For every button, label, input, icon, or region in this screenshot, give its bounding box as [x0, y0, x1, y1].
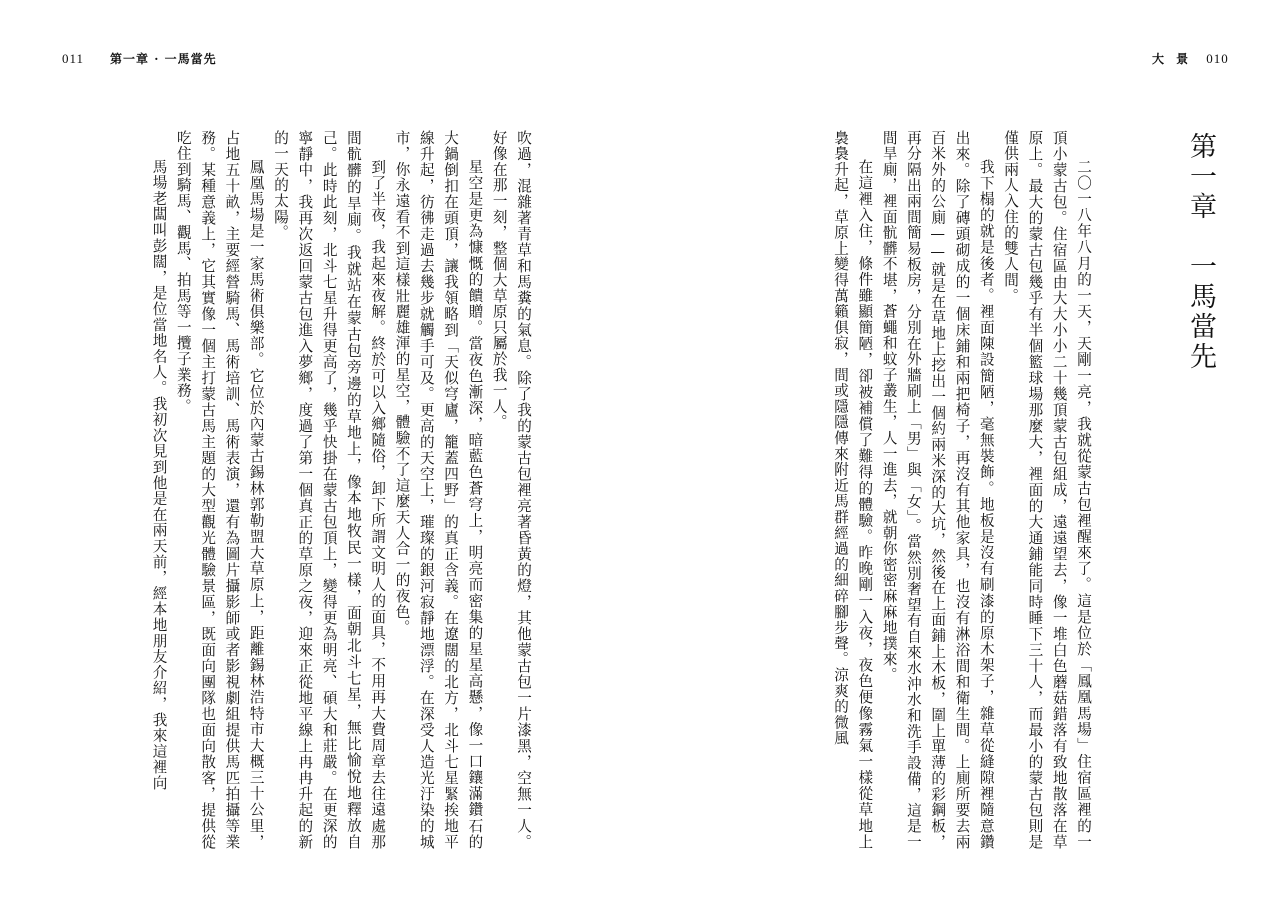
- paragraph: 我下榻的就是後者。裡面陳設簡陋，毫無裝飾。地板是沒有刷漆的原木架子，雜草從縫隙裡隨意鑽出來。除了磚頭砌成的一個床鋪和兩把椅子，再沒有其他家具，也沒有淋浴間和衛生間。上廁所要去兩百米外的公廁——就是在草地上挖出一個約兩米深的大坑，然後在上面鋪上木板，圍上單薄的彩鋼板，再分隔出兩間簡易板房，分別在外牆刷上「男」與「女」。當然別奢望有自來水沖水和洗手設備，這是一間旱廁，裡面骯髒不堪，蒼蠅和蚊子叢生，人一進去，就朝你密密麻麻地撲來。: [880, 130, 995, 850]
- paragraph: 到了半夜，我起來夜解。終於可以入鄉隨俗，卸下所謂文明人的面具，不用再大費周章去往遠處那間骯髒的旱廁。我就站在蒙古包旁邊的草地上，像本地牧民一樣，面朝北斗七星，無比愉悅地釋放自己。此時此刻，北斗七星升得更高了，幾乎快掛在蒙古包頂上，變得更為明亮、碩大和莊嚴。在更深的寧靜中，我再次返回蒙古包進入夢鄉，度過了第一個真正的草原之夜，迎來正從地平線上冉冉升起的新的一天的太陽。: [272, 130, 387, 850]
- right-running-head: [1152, 50, 1229, 67]
- paragraph: 星空是更為慷慨的饋贈。當夜色漸深，暗藍色蒼穹上，明亮而密集的星星高懸，像一口鑲滿鑽石的大鍋倒扣在頭頂，讓我領略到「天似穹廬，籠蓋四野」的真正含義。在遼闊的北方，北斗七星緊挨地平線升起，彷彿走過去幾步就觸手可及。更高的天空上，璀璨的銀河寂靜地漂浮。在深受人造光汙染的城市，你永遠看不到這樣壯麗雄渾的星空，體驗不了這麼天人合一的夜色。: [393, 130, 484, 850]
- paragraph: 二〇一八年八月的一天，天剛一亮，我就從蒙古包裡醒來了。這是位於「鳳凰馬場」住宿區裡的一頂小蒙古包。住宿區由大大小小二十幾頂蒙古包組成，遠遠望去，像一堆白色蘑菇錯落有致地散落在草原上。最大的蒙古包幾乎有半個籃球場那麼大，裡面的大通鋪能同時睡下三十人，而最小的蒙古包則是僅供兩人入住的雙人間。: [1002, 130, 1092, 850]
- chapter-title: 第一章 一馬當先: [1185, 132, 1216, 372]
- paragraph: 馬場老闆叫彭闊，是位當地名人。我初次見到他是在兩天前，經本地朋友介紹，我來這裡向: [150, 159, 168, 792]
- right-page-body: [735, 130, 1095, 850]
- left-page-body: [150, 130, 535, 850]
- running-chapter-label: 第一章 · 一馬當先: [110, 52, 217, 66]
- running-book-title: 大 景: [1152, 52, 1193, 66]
- right-page-number: 010: [1206, 50, 1229, 66]
- paragraph: 吹過，混雜著青草和馬糞的氣息。除了我的蒙古包裡亮著昏黃的燈，其他蒙古包一片漆黑，空無一人。好像在那一刻，整個大草原只屬於我一人。: [490, 130, 532, 850]
- left-page-number: 011: [62, 50, 85, 66]
- paragraph: 鳳凰馬場是一家馬術俱樂部。它位於內蒙古錫林郭勒盟大草原上，距離錫林浩特市大概三十公里，占地五十畝，主要經營騎馬、馬術培訓、馬術表演，還有為圖片攝影師或者影視劇組提供馬匹拍攝等業務。某種意義上，它其實像一個主打蒙古馬主題的大型觀光體驗景區，既面向團隊也面向散客，提供從吃住到騎馬、觀馬、拍馬等一攬子業務。: [174, 130, 265, 850]
- paragraph: 在這裡入住，條件雖顯簡陋，卻被補償了難得的體驗。昨晚剛一入夜，夜色便像霧氣一樣從草地上裊裊升起，草原上變得萬籟俱寂，間或隱隱傳來附近馬群經過的細碎腳步聲。涼爽的微風: [832, 130, 874, 850]
- left-running-head: [62, 50, 217, 67]
